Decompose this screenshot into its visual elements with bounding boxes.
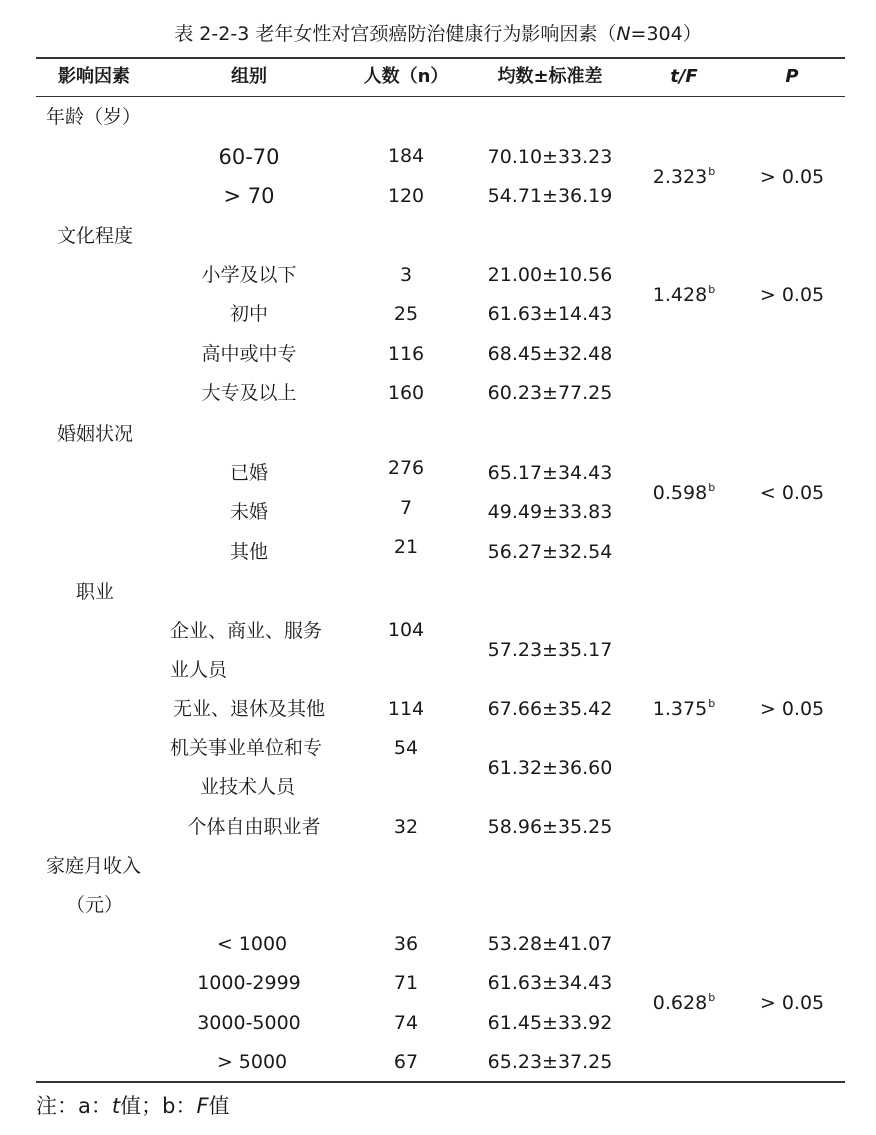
group-cell: 已婚 (229, 462, 269, 484)
mean-sd-cell: 70.10±33.23 (487, 146, 613, 168)
mean-sd-cell: 61.45±33.92 (487, 1012, 613, 1034)
group-cell: 60-70 (218, 145, 280, 169)
p-cell: > 0.05 (759, 992, 825, 1014)
stat-value: 2.323 (652, 166, 708, 188)
count-cell: 32 (393, 816, 419, 838)
stat-cell (653, 482, 715, 507)
count-cell: 184 (387, 145, 425, 167)
mean-sd-cell: 60.23±77.25 (487, 382, 613, 404)
header-stat: t/F (670, 66, 698, 87)
title-prefix: 表 2-2-3 老年女性对宫颈癌防治健康行为影响因素（ (174, 23, 617, 45)
factor-label: 职业 (76, 581, 115, 603)
mean-sd-cell: 67.66±35.42 (487, 698, 613, 720)
stat-cell (653, 698, 715, 723)
count-cell: 36 (393, 933, 419, 955)
group-cell: 高中或中专 (201, 343, 297, 365)
group-cell: > 70 (223, 184, 275, 208)
p-cell: > 0.05 (759, 698, 825, 720)
group-cell: 大专及以上 (201, 382, 297, 404)
group-cell-line1: 机关事业单位和专 (170, 737, 323, 759)
group-cell-line1: 企业、商业、服务 (170, 620, 323, 642)
count-cell: 67 (393, 1051, 419, 1073)
stat-value: 1.375 (652, 698, 708, 720)
mean-sd-cell: 65.23±37.25 (487, 1051, 613, 1073)
p-cell: > 0.05 (759, 166, 825, 188)
factor-label: 年龄（岁） (46, 106, 142, 128)
count-cell: 3 (399, 264, 413, 286)
mean-sd-cell: 54.71±36.19 (487, 185, 613, 207)
bottom-rule (36, 1081, 845, 1083)
stat-value: 0.598 (652, 482, 708, 504)
p-cell: < 0.05 (759, 482, 825, 504)
count-cell: 25 (393, 303, 419, 325)
group-cell-line2: 业人员 (170, 659, 228, 681)
count-cell: 21 (393, 536, 419, 558)
count-cell: 114 (387, 698, 425, 720)
note-f-text: 值 (208, 1094, 230, 1118)
count-cell: 54 (393, 737, 419, 759)
group-cell: 初中 (229, 303, 269, 325)
factor-label-line1: 家庭月收入 (46, 855, 142, 877)
stat-value: 1.428 (652, 284, 708, 306)
count-cell: 7 (399, 497, 413, 519)
group-cell: 小学及以下 (201, 264, 297, 286)
header-group: 组别 (231, 66, 267, 87)
group-cell: 1000-2999 (197, 972, 301, 994)
group-cell: 无业、退休及其他 (172, 698, 326, 720)
stat-superscript: b (708, 991, 716, 1004)
factor-label-line2: （元） (66, 894, 124, 916)
title-n: N (616, 23, 631, 45)
group-cell: 其他 (229, 541, 269, 563)
stat-cell (653, 166, 715, 191)
p-cell: > 0.05 (759, 284, 825, 306)
table-note (36, 1094, 230, 1118)
mean-sd-cell: 61.32±36.60 (487, 757, 613, 779)
group-cell-line2: 业技术人员 (200, 776, 296, 798)
stat-superscript: b (708, 697, 716, 710)
title-suffix: =304） (630, 23, 702, 45)
group-cell: > 5000 (216, 1051, 288, 1073)
top-rule (36, 57, 845, 59)
note-lead: 注：a： (36, 1094, 112, 1118)
count-cell: 71 (393, 972, 419, 994)
stat-superscript: b (708, 165, 716, 178)
mean-sd-cell: 61.63±34.43 (487, 972, 613, 994)
stat-cell (653, 992, 715, 1017)
mean-sd-cell: 21.00±10.56 (487, 264, 613, 286)
mean-sd-cell: 58.96±35.25 (487, 816, 613, 838)
header-mean-sd: 均数±标准差 (497, 66, 603, 87)
count-cell: 74 (393, 1012, 419, 1034)
note-f-symbol: F (196, 1094, 209, 1118)
stat-superscript: b (708, 283, 716, 296)
group-cell: 未婚 (229, 501, 269, 523)
header-rule (36, 96, 845, 97)
count-cell: 116 (387, 343, 425, 365)
factor-label: 婚姻状况 (57, 423, 134, 445)
header-p: P (785, 66, 799, 87)
mean-sd-cell: 56.27±32.54 (487, 541, 613, 563)
note-t-text: 值；b： (120, 1094, 197, 1118)
header-factor: 影响因素 (58, 66, 130, 87)
mean-sd-cell: 65.17±34.43 (487, 462, 613, 484)
count-cell: 160 (387, 382, 425, 404)
count-cell: 120 (387, 185, 425, 207)
count-cell: 276 (387, 457, 425, 479)
stat-cell (653, 284, 715, 309)
note-t-symbol: t (111, 1094, 121, 1118)
stat-value: 0.628 (652, 992, 708, 1014)
factor-label: 文化程度 (57, 225, 134, 247)
mean-sd-cell: 68.45±32.48 (487, 343, 613, 365)
group-cell: < 1000 (216, 933, 288, 955)
mean-sd-cell: 57.23±35.17 (487, 639, 613, 661)
mean-sd-cell: 49.49±33.83 (487, 501, 613, 523)
stat-superscript: b (708, 481, 716, 494)
group-cell: 3000-5000 (197, 1012, 301, 1034)
table-title (174, 23, 701, 45)
header-count: 人数（n） (363, 66, 449, 87)
mean-sd-cell: 61.63±14.43 (487, 303, 613, 325)
mean-sd-cell: 53.28±41.07 (487, 933, 613, 955)
group-cell: 个体自由职业者 (187, 816, 321, 838)
count-cell: 104 (387, 619, 425, 641)
